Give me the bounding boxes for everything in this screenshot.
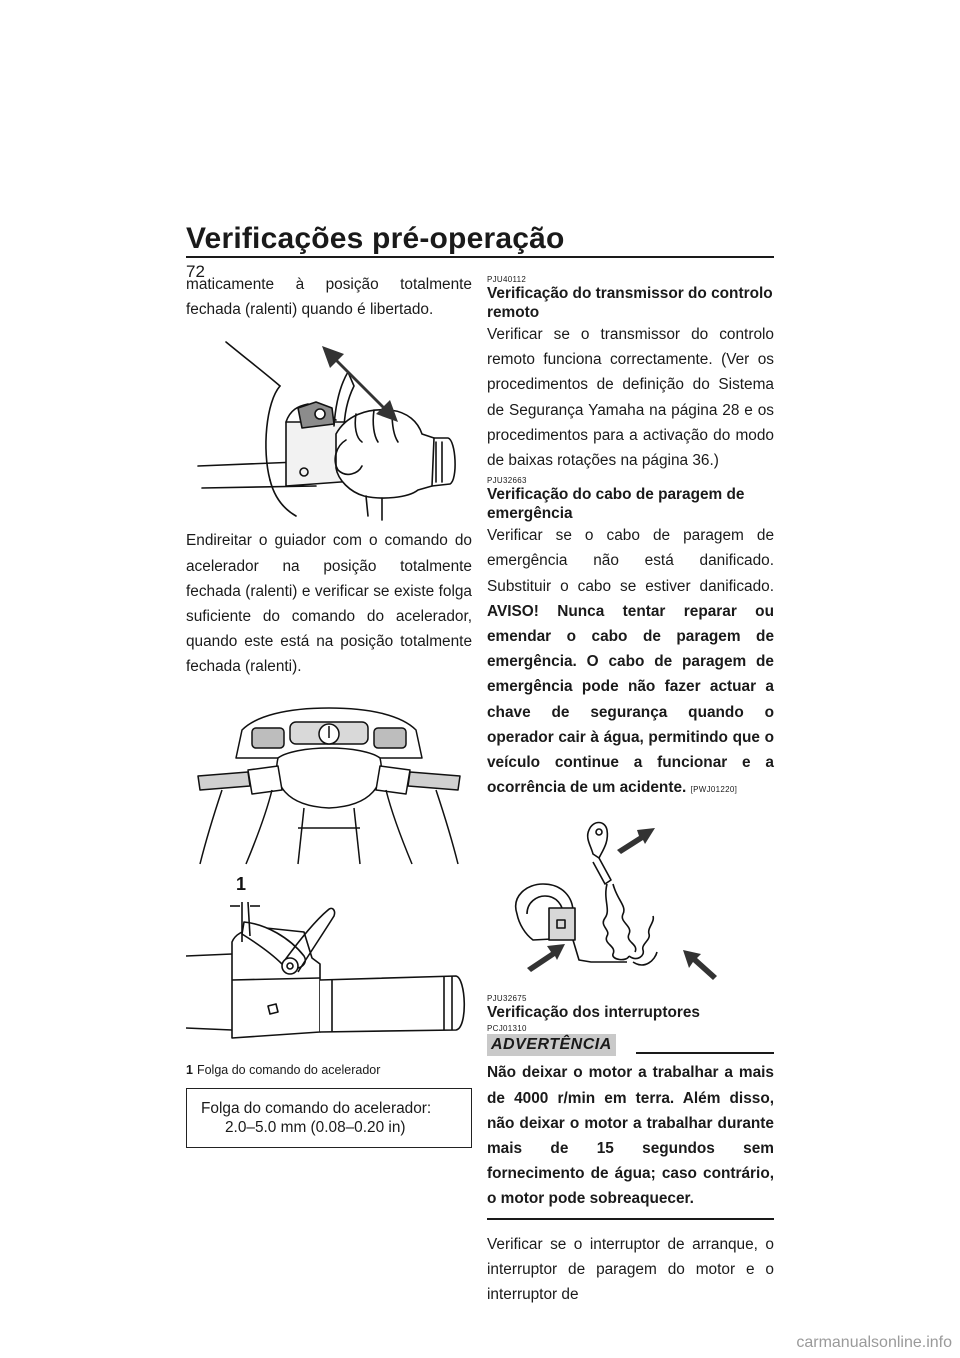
caption-number: 1 (186, 1062, 193, 1077)
spec-label: Folga do comando do acelerador: (201, 1099, 432, 1117)
section-heading-stop-cord: Verificação do cabo de paragem de emergência (487, 486, 745, 523)
remote-control-text: Verificar se o transmissor do controlo remoto funciona correctamente. (Ver os procedimentos de definição do Sistema de Segurança Yamaha na página 28 e os procedimentos para a activação do modo de baixas rotações na página 36.) (487, 326, 774, 470)
section-code: PJU40112 (487, 275, 527, 284)
watermark: carmanualsonline.info (796, 1334, 952, 1351)
warning-rule (636, 1052, 774, 1054)
page-title: Verificações pré-operação (186, 222, 565, 255)
figure-caption (186, 1062, 472, 1078)
throttle-hand-illustration (186, 330, 472, 522)
section-heading-switches: Verificação dos interruptores (487, 1004, 700, 1022)
switches-text: Verificar se o interruptor de arranque, o interruptor de paragem do motor e o interruptor de (487, 1235, 774, 1304)
right-column (487, 275, 774, 1307)
warning-code: [PWJ01220] (690, 785, 738, 795)
stop-cord-warning: AVISO! Nunca tentar reparar ou emendar o cabo de paragem de emergência. O cabo de paragem de emergência pode não fazer actuar a chave de segurança quando o operador cair à água, permitindo que o veículo continue a funcionar e a ocorrência de um acidente. (487, 602, 774, 797)
page-number: 72 (186, 262, 205, 281)
warning-tag: ADVERTÊNCIA (487, 1034, 616, 1056)
figure-label: 1 (236, 873, 247, 894)
section-code: PJU32675 (487, 994, 527, 1004)
left-column (186, 272, 472, 1148)
spec-value: 2.0–5.0 mm (0.08–0.20 in) (225, 1118, 406, 1136)
warning-end-rule (487, 1218, 774, 1220)
throttle-lever-freeplay-illustration (186, 872, 472, 1052)
spec-box (186, 1088, 472, 1148)
straighten-handlebar-text: Endireitar o guiador com o comando do acelerador na posição totalmente fechada (ralenti) e verificar se existe folga suficiente do comando do acelerador, quando este está na posição totalmente fechada (ralenti). (186, 532, 472, 676)
warning-text: Não deixar o motor a trabalhar a mais de 4000 r/min em terra. Além disso, não deixar o motor a trabalhar durante mais de 15 segundos sem fornecimento de água; caso contrário, o motor pode sobreaquecer. (487, 1064, 774, 1208)
intro-text: maticamente à posição totalmente fechada (ralenti) quando é libertado. (186, 276, 472, 319)
warning-header (487, 1034, 774, 1056)
title-rule (186, 256, 774, 258)
stop-cord-illustration (487, 810, 774, 990)
caption-text: Folga do comando do acelerador (196, 1062, 381, 1077)
warning-box-code: PCJ01310 (487, 1024, 527, 1034)
stop-cord-body: Verificar se o cabo de paragem de emergência não está danificado. Substituir o cabo se estiver danificado. (487, 527, 774, 595)
section-code: PJU32663 (487, 476, 527, 486)
stop-cord-text (487, 523, 774, 802)
double-arrow-icon (322, 346, 398, 422)
handlebar-illustration (186, 694, 472, 866)
section-heading-remote-control: Verificação do transmissor do controlo remoto (487, 285, 773, 321)
